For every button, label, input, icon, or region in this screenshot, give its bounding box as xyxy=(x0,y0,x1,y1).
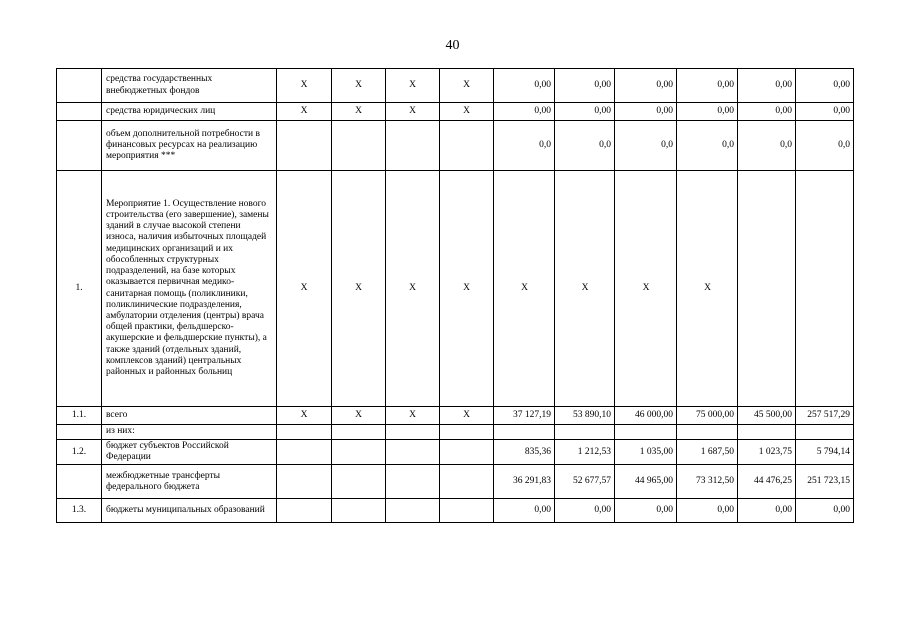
marker-cell: X xyxy=(277,103,332,121)
table-row xyxy=(57,407,854,425)
row-number: 1.3. xyxy=(57,499,102,523)
value-cell: 53 890,10 xyxy=(555,407,615,425)
marker-cell xyxy=(332,465,386,499)
marker-cell xyxy=(440,465,494,499)
table-row xyxy=(57,103,854,121)
table-row xyxy=(57,69,854,103)
row-description: Мероприятие 1. Осуществление нового строительства (его завершение), замены зданий в случае высокой степени износа, наличия избыточных площадей медицинских организаций и их обособленных структурных подразделений, на базе которых оказывается первичная медико-санитарная помощь (поликлиники, поликлинические подразделения, амбулатории отделения (центры) врача общей практики, фельдшерско-акушерские и фельдшерские пункты), а также зданий (отдельных зданий, комплексов зданий) центральных районных и районных больниц xyxy=(102,171,277,407)
value-cell: 0,0 xyxy=(796,121,854,171)
value-cell xyxy=(796,171,854,407)
value-cell: 0,00 xyxy=(677,499,738,523)
value-cell: 0,00 xyxy=(738,103,796,121)
row-description: средства государственных внебюджетных фондов xyxy=(102,69,277,103)
value-cell: X xyxy=(677,171,738,407)
value-cell: 1 687,50 xyxy=(677,440,738,465)
row-description: межбюджетные трансферты федерального бюджета xyxy=(102,465,277,499)
marker-cell xyxy=(277,499,332,523)
marker-cell xyxy=(440,121,494,171)
table-row xyxy=(57,499,854,523)
row-number xyxy=(57,121,102,171)
value-cell: 0,00 xyxy=(738,499,796,523)
marker-cell: X xyxy=(277,69,332,103)
marker-cell: X xyxy=(386,171,440,407)
row-description: бюджеты муниципальных образований xyxy=(102,499,277,523)
marker-cell xyxy=(277,121,332,171)
table-row xyxy=(57,121,854,171)
value-cell: 1 035,00 xyxy=(615,440,677,465)
marker-cell xyxy=(440,425,494,440)
value-cell: X xyxy=(555,171,615,407)
value-cell: 1 023,75 xyxy=(738,440,796,465)
marker-cell xyxy=(386,425,440,440)
marker-cell xyxy=(386,440,440,465)
marker-cell xyxy=(386,499,440,523)
marker-cell: X xyxy=(440,407,494,425)
marker-cell: X xyxy=(440,103,494,121)
value-cell: X xyxy=(615,171,677,407)
value-cell: 0,00 xyxy=(555,103,615,121)
row-number: 1. xyxy=(57,171,102,407)
value-cell: 0,00 xyxy=(615,103,677,121)
value-cell: 0,0 xyxy=(615,121,677,171)
table-row xyxy=(57,171,854,407)
value-cell: 0,00 xyxy=(555,499,615,523)
value-cell: 835,36 xyxy=(494,440,555,465)
marker-cell xyxy=(386,121,440,171)
value-cell: 0,00 xyxy=(555,69,615,103)
value-cell xyxy=(615,425,677,440)
marker-cell xyxy=(277,440,332,465)
value-cell xyxy=(677,425,738,440)
marker-cell: X xyxy=(332,103,386,121)
value-cell: 44 476,25 xyxy=(738,465,796,499)
value-cell: 0,00 xyxy=(677,69,738,103)
row-description: объем дополнительной потребности в финансовых ресурсах на реализацию мероприятия *** xyxy=(102,121,277,171)
row-description: из них: xyxy=(102,425,277,440)
value-cell: 0,00 xyxy=(796,69,854,103)
marker-cell: X xyxy=(277,171,332,407)
row-description: всего xyxy=(102,407,277,425)
marker-cell xyxy=(332,499,386,523)
value-cell: 0,00 xyxy=(494,103,555,121)
value-cell: 36 291,83 xyxy=(494,465,555,499)
marker-cell: X xyxy=(386,407,440,425)
page-number: 40 xyxy=(445,38,460,53)
value-cell xyxy=(555,425,615,440)
value-cell: 0,0 xyxy=(494,121,555,171)
value-cell: 52 677,57 xyxy=(555,465,615,499)
value-cell: 0,00 xyxy=(738,69,796,103)
value-cell: 0,00 xyxy=(677,103,738,121)
marker-cell xyxy=(277,425,332,440)
marker-cell: X xyxy=(277,407,332,425)
row-number: 1.1. xyxy=(57,407,102,425)
row-number xyxy=(57,465,102,499)
value-cell: 45 500,00 xyxy=(738,407,796,425)
value-cell: 46 000,00 xyxy=(615,407,677,425)
marker-cell: X xyxy=(386,69,440,103)
value-cell: 37 127,19 xyxy=(494,407,555,425)
value-cell: 0,00 xyxy=(494,69,555,103)
row-number xyxy=(57,69,102,103)
marker-cell: X xyxy=(332,407,386,425)
marker-cell: X xyxy=(440,69,494,103)
value-cell: 0,0 xyxy=(555,121,615,171)
value-cell: 0,00 xyxy=(796,103,854,121)
marker-cell: X xyxy=(440,171,494,407)
marker-cell xyxy=(440,499,494,523)
row-number xyxy=(57,425,102,440)
value-cell xyxy=(494,425,555,440)
value-cell: 5 794,14 xyxy=(796,440,854,465)
marker-cell xyxy=(332,121,386,171)
value-cell: 73 312,50 xyxy=(677,465,738,499)
value-cell: 0,00 xyxy=(615,69,677,103)
value-cell xyxy=(796,425,854,440)
value-cell: 44 965,00 xyxy=(615,465,677,499)
marker-cell: X xyxy=(332,69,386,103)
value-cell: 0,0 xyxy=(738,121,796,171)
marker-cell: X xyxy=(386,103,440,121)
value-cell: 0,0 xyxy=(677,121,738,171)
row-description: бюджет субъектов Российской Федерации xyxy=(102,440,277,465)
marker-cell xyxy=(277,465,332,499)
row-description: средства юридических лиц xyxy=(102,103,277,121)
value-cell xyxy=(738,425,796,440)
value-cell: 0,00 xyxy=(494,499,555,523)
table-row xyxy=(57,425,854,440)
value-cell: 257 517,29 xyxy=(796,407,854,425)
financing-table xyxy=(56,68,854,523)
row-number: 1.2. xyxy=(57,440,102,465)
value-cell: 1 212,53 xyxy=(555,440,615,465)
marker-cell: X xyxy=(332,171,386,407)
marker-cell xyxy=(386,465,440,499)
marker-cell xyxy=(332,440,386,465)
marker-cell xyxy=(332,425,386,440)
value-cell xyxy=(738,171,796,407)
value-cell: 0,00 xyxy=(796,499,854,523)
value-cell: X xyxy=(494,171,555,407)
value-cell: 0,00 xyxy=(615,499,677,523)
row-number xyxy=(57,103,102,121)
table-row xyxy=(57,465,854,499)
value-cell: 75 000,00 xyxy=(677,407,738,425)
value-cell: 251 723,15 xyxy=(796,465,854,499)
table-body xyxy=(57,69,854,523)
marker-cell xyxy=(440,440,494,465)
table-row xyxy=(57,440,854,465)
